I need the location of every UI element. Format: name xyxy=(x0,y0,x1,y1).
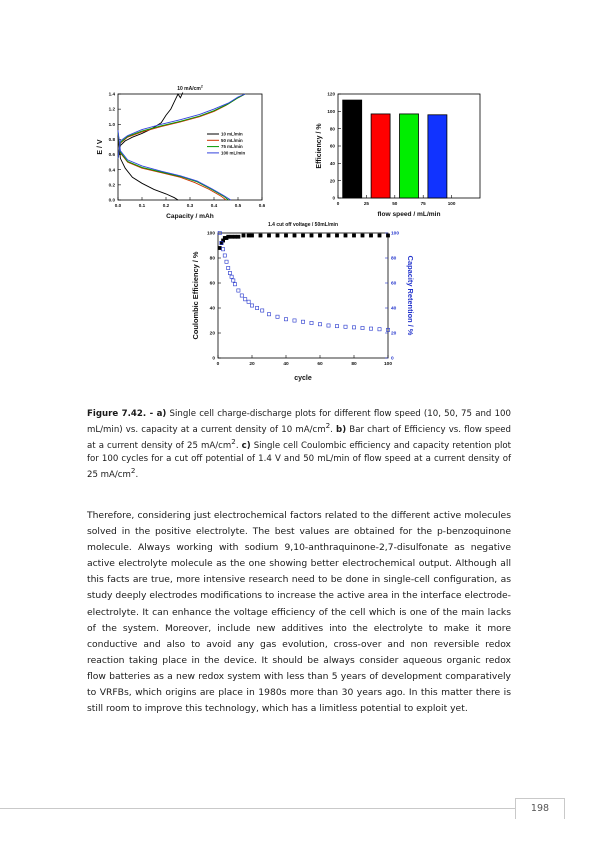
panel-b-xtick-label: 50 xyxy=(392,201,398,206)
panel-c-point-capacity xyxy=(301,320,304,323)
panel-c-point-coulombic xyxy=(301,234,304,237)
figure-7-42 xyxy=(0,0,595,400)
panel-c-point-capacity xyxy=(352,326,355,329)
caption-a-text: Single cell charge-discharge plots for different flow speed (10, 50, 75 and 100 mL/min) vs. capacity at a current density of 10 mA/cm xyxy=(87,409,511,436)
panel-c-point-capacity xyxy=(361,326,364,329)
panel-c-ytick-label: 40 xyxy=(209,306,215,312)
panel-c-point-coulombic xyxy=(327,234,330,237)
panel-c-point-coulombic xyxy=(218,246,221,249)
panel-a-ytick-label: 1.0 xyxy=(108,121,115,127)
panel-b-bar-75 xyxy=(400,114,419,198)
figure-caption xyxy=(87,408,511,481)
panel-a-title: 10 $mA/cm^2$ xyxy=(177,84,203,92)
panel-c-point-coulombic xyxy=(361,234,364,237)
panel-a-xtick-label: 0.6 xyxy=(258,203,266,208)
panel-c-point-capacity xyxy=(237,289,240,292)
panel-c-point-capacity xyxy=(369,327,372,330)
panel-b-ytick-label: 0 xyxy=(332,195,335,201)
panel-c-point-capacity xyxy=(267,313,270,316)
panel-a-ytick-label: 1.2 xyxy=(108,106,115,112)
panel-c-ytick-label: 60 xyxy=(209,281,215,287)
caption-c-text: Single cell Coulombic efficiency and capacity retention plot for 100 cycles for a cut off potential of 1.4 V and 50 mL/min of flow speed at a current density of 25 mA/cm xyxy=(87,441,511,480)
panel-a-legend-label: 75 mL/min xyxy=(221,144,243,150)
panel-b-ytick-label: 20 xyxy=(329,178,335,184)
panel-c-point-capacity xyxy=(222,248,225,251)
panel-c-y2tick-label: 20 xyxy=(391,331,397,337)
panel-a-ytick-label: 0.0 xyxy=(108,197,115,203)
panel-b-bar-50 xyxy=(371,114,390,198)
panel-b-xtick-label: 25 xyxy=(363,201,369,206)
panel-b-bar-100 xyxy=(428,115,447,198)
panel-c-y2tick-label: 100 xyxy=(391,231,400,237)
panel-c-xtick-label: 100 xyxy=(383,362,393,367)
panel-b-efficiency-bar-chart xyxy=(316,92,480,218)
panel-c-ytick-label: 100 xyxy=(206,231,215,237)
panel-c-point-capacity xyxy=(223,254,226,257)
panel-c-point-coulombic xyxy=(233,235,236,238)
panel-c-xtick-label: 60 xyxy=(317,362,323,367)
panel-a-legend-label: 100 mL/min xyxy=(221,150,246,156)
panel-a-legend-label: 10 mL/min xyxy=(221,131,243,137)
caption-c-sup: 2 xyxy=(130,465,136,475)
panel-a-charge-curve-1 xyxy=(118,93,183,159)
panel-c-point-capacity xyxy=(233,283,236,286)
panel-b-ytick-label: 60 xyxy=(329,143,335,149)
panel-c-point-coulombic xyxy=(276,234,279,237)
panel-c-point-coulombic xyxy=(310,234,313,237)
panel-c-cycling-plot xyxy=(191,222,415,382)
panel-c-point-coulombic xyxy=(247,234,250,237)
panel-c-point-capacity xyxy=(244,298,247,301)
panel-c-y2tick-label: 60 xyxy=(391,281,397,287)
caption-a-label: a) xyxy=(156,409,167,419)
footer-rule xyxy=(0,808,515,809)
panel-b-ytick-label: 40 xyxy=(329,160,335,166)
panel-c-y2tick-label: 0 xyxy=(391,356,394,362)
panel-a-ytick-label: 0.2 xyxy=(108,182,115,188)
panel-c-point-coulombic xyxy=(227,235,230,238)
panel-c-point-coulombic xyxy=(293,234,296,237)
panel-c-point-capacity xyxy=(261,309,264,312)
panel-c-point-capacity xyxy=(240,294,243,297)
panel-c-point-coulombic xyxy=(378,234,381,237)
panel-c-point-capacity xyxy=(284,318,287,321)
panel-c-title: 1.4 cut off voltage / 50mL/min xyxy=(267,222,339,228)
panel-c-xtick-label: 0 xyxy=(216,362,220,367)
caption-b-label: b) xyxy=(336,425,347,436)
page-number: 198 xyxy=(515,798,565,819)
panel-c-point-coulombic xyxy=(250,234,253,237)
panel-c-xtick-label: 20 xyxy=(249,362,255,367)
panel-c-ytick-label: 80 xyxy=(209,256,215,262)
panel-c-point-coulombic xyxy=(242,234,245,237)
caption-b-end: . xyxy=(235,441,242,452)
panel-a-ytick-label: 0.6 xyxy=(108,152,115,158)
panel-c-point-capacity xyxy=(293,319,296,322)
caption-a-end: . xyxy=(330,425,337,436)
panel-b-ytick-label: 80 xyxy=(329,126,335,132)
panel-a-xtick-label: 0.0 xyxy=(114,203,122,208)
panel-c-ytick-label: 0 xyxy=(212,356,215,362)
panel-a-ytick-label: 0.8 xyxy=(108,137,115,143)
caption-a-sup: 2 xyxy=(325,421,331,431)
panel-c-point-capacity xyxy=(378,328,381,331)
panel-c-point-coulombic xyxy=(352,234,355,237)
panel-a-xtick-label: 0.1 xyxy=(138,203,146,208)
panel-c-xtick-label: 80 xyxy=(351,362,357,367)
panel-c-point-coulombic xyxy=(230,235,233,238)
panel-c-point-capacity xyxy=(318,323,321,326)
panel-a-ytick-label: 0.4 xyxy=(108,167,115,173)
panel-c-point-capacity xyxy=(327,324,330,327)
panel-c-point-capacity xyxy=(225,260,228,263)
caption-c-label: c) xyxy=(241,441,251,452)
panel-c-point-capacity xyxy=(344,325,347,328)
panel-c-point-capacity xyxy=(228,271,231,274)
panel-a-xtick-label: 0.2 xyxy=(162,203,170,208)
panel-c-y2tick-label: 40 xyxy=(391,306,397,312)
panel-c-point-coulombic xyxy=(237,235,240,238)
panel-b-ytick-label: 100 xyxy=(327,108,335,114)
panel-b-xlabel: flow speed / mL/min xyxy=(377,211,441,218)
panel-c-point-capacity xyxy=(250,304,253,307)
panel-b-ylabel: Efficiency / % xyxy=(316,123,323,169)
panel-c-xtick-label: 40 xyxy=(283,362,289,367)
panel-a-ylabel: E / V xyxy=(97,139,104,155)
panel-c-point-capacity xyxy=(256,306,259,309)
panel-a-xtick-label: 0.4 xyxy=(210,203,218,208)
panel-c-point-coulombic xyxy=(284,234,287,237)
panel-c-point-capacity xyxy=(247,300,250,303)
body-paragraph: Therefore, considering just electrochemical factors related to the different active molecules solved in the positive electrolyte. The best values are obtained for the p-benzoquinone molecule. Always working with sodium 9,10-anthraquinone-2,7-disulfonate as negative active electrolyte molecule as the one showing better electrochemical output. Although all this facts are true, more intensive research need to be done in single-cell configuration, as study deeply electrodes modifications to increase the active area in the interface electrode-electrolyte. It can enhance the voltage efficiency of the cell which is one of the main lacks of the system. Moreover, include new additives into the electrolyte to make it more conductive and also to avoid any gas evolution, cross-over and non reversible redox reaction taking place in the device. It should be always consider aqueous organic redox flow batteries as a new redox system with less than 5 years of development comparatively to VRFBs, which origins are place in 1980s more than 30 years ago. In this matter there is still room to improve this technology, which has a limitless potential to exploit yet. xyxy=(87,510,511,715)
panel-b-ytick-label: 120 xyxy=(327,91,335,97)
figure-label: Figure 7.42. - xyxy=(87,409,157,419)
caption-b-text: Bar chart of Efficiency vs. flow speed at a current density of 25 mA/cm xyxy=(87,425,511,452)
panel-c-y2tick-label: 80 xyxy=(391,256,397,262)
panel-c-point-capacity xyxy=(310,321,313,324)
panel-c-point-coulombic xyxy=(344,234,347,237)
panel-c-point-capacity xyxy=(335,325,338,328)
panel-b-xtick-label: 0 xyxy=(336,201,340,206)
panel-c-point-coulombic xyxy=(267,234,270,237)
panel-c-point-coulombic xyxy=(335,234,338,237)
panel-a-xlabel: Capacity / mAh xyxy=(166,213,214,220)
panel-b-xtick-label: 100 xyxy=(447,201,456,206)
panel-c-point-capacity xyxy=(232,279,235,282)
panel-a-legend-label: 50 mL/min xyxy=(221,137,243,143)
caption-b-sup: 2 xyxy=(231,437,236,447)
panel-a-charge-discharge-plot xyxy=(97,85,266,221)
panel-c-xlabel: cycle xyxy=(294,375,312,382)
panel-c-ytick-label: 20 xyxy=(209,331,215,337)
panel-c-point-coulombic xyxy=(386,234,389,237)
panel-c-y2label: Capacity Retention / % xyxy=(406,255,415,336)
panel-c-point-capacity xyxy=(276,315,279,318)
panel-c-point-coulombic xyxy=(318,234,321,237)
panel-a-ytick-label: 1.4 xyxy=(108,91,115,97)
panel-c-ylabel: Coulombic Efficiency / % xyxy=(191,251,200,340)
panel-c-point-capacity xyxy=(230,275,233,278)
panel-c-point-coulombic xyxy=(369,234,372,237)
panel-c-point-capacity xyxy=(227,266,230,269)
panel-a-discharge-curve-2 xyxy=(118,132,226,200)
panel-c-point-coulombic xyxy=(259,234,262,237)
panel-a-discharge-curve-3 xyxy=(118,132,228,200)
panel-a-xtick-label: 0.3 xyxy=(186,203,194,208)
panel-b-xtick-label: 75 xyxy=(420,201,426,206)
panel-b-bar-10 xyxy=(343,100,362,198)
panel-a-xtick-label: 0.5 xyxy=(234,203,242,208)
caption-c-end: . xyxy=(135,469,139,480)
